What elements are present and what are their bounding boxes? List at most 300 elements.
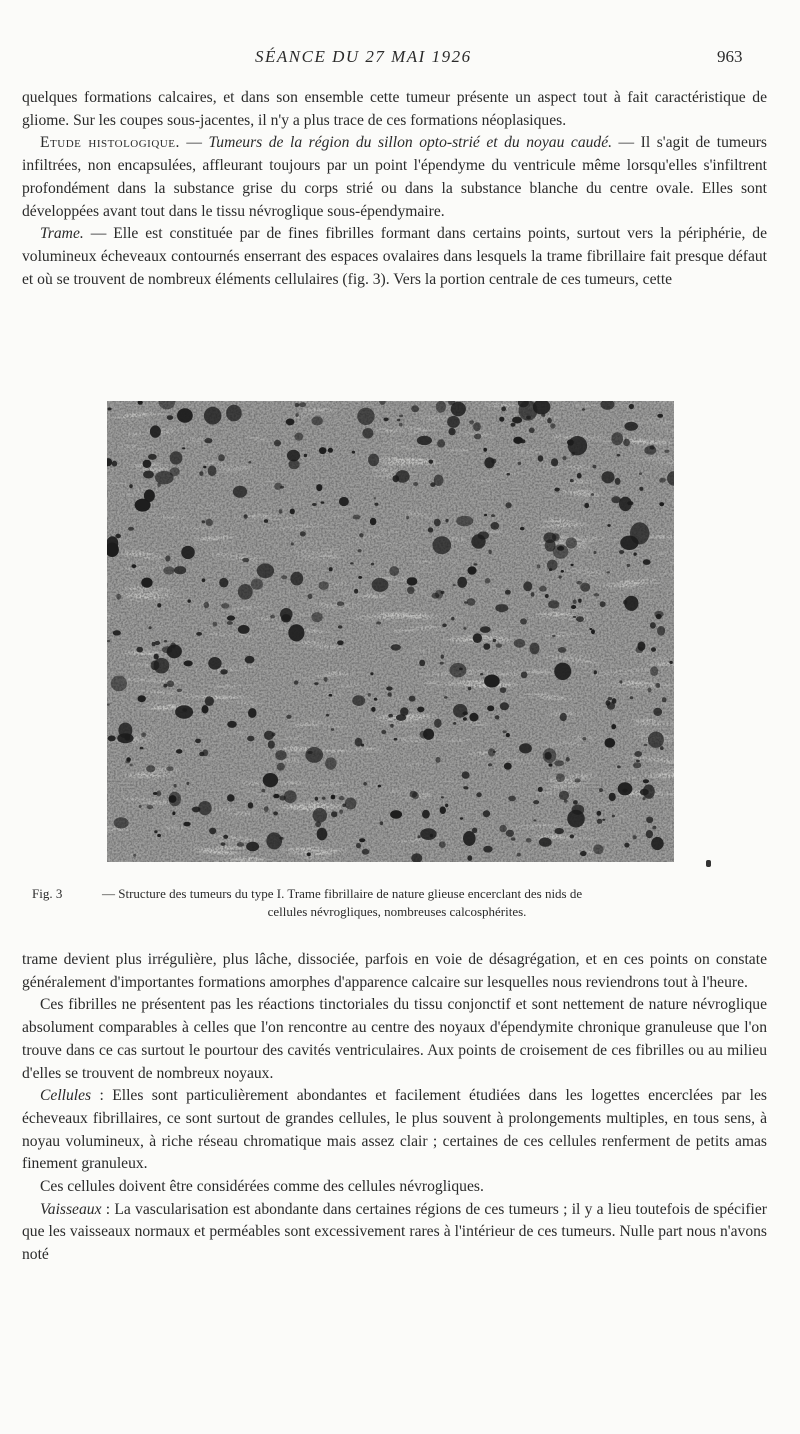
cell-nucleus	[463, 831, 476, 846]
cell-nucleus	[208, 466, 217, 477]
paragraph-4: trame devient plus irrégulière, plus lâche, dissociée, parfois en voie de désagrégation, et en ces points on constate généralement d'importantes formations amorphes d'apparence calcaire sur lesquelles nous reviendrons tout à l'heure.	[22, 951, 767, 991]
cell-nucleus	[227, 794, 235, 802]
cell-nucleus	[570, 834, 574, 838]
cell-nucleus	[559, 791, 569, 800]
cell-nucleus	[517, 853, 521, 857]
cell-nucleus	[511, 423, 516, 427]
cell-nucleus	[326, 714, 329, 717]
cell-nucleus	[520, 618, 527, 624]
cell-nucleus	[488, 763, 492, 766]
cell-nucleus	[371, 563, 374, 566]
caption-line-1: — Structure des tumeurs du type I. Trame fibrillaire de nature glieuse encerclant des nids de	[102, 886, 583, 901]
cell-nucleus	[599, 788, 603, 792]
cell-nucleus	[662, 697, 667, 702]
cell-nucleus	[170, 451, 183, 464]
cell-nucleus	[362, 849, 369, 855]
cell-nucleus	[615, 478, 621, 485]
cell-nucleus	[243, 514, 247, 519]
cell-nucleus	[630, 696, 633, 699]
cell-nucleus	[644, 446, 656, 455]
cell-nucleus	[417, 707, 424, 713]
cell-nucleus	[419, 660, 425, 667]
cell-nucleus	[279, 509, 283, 513]
cell-nucleus	[245, 656, 255, 664]
cell-nucleus	[633, 835, 637, 839]
cell-nucleus	[654, 611, 663, 618]
cell-nucleus	[261, 789, 265, 792]
cell-nucleus	[440, 806, 446, 814]
cell-nucleus	[548, 600, 559, 608]
cell-nucleus	[445, 804, 448, 808]
cell-nucleus	[248, 708, 257, 718]
cell-nucleus	[359, 838, 365, 842]
cell-nucleus	[138, 695, 146, 702]
cell-nucleus	[350, 562, 354, 564]
cell-nucleus	[358, 549, 362, 552]
cell-nucleus	[174, 784, 177, 788]
cell-nucleus	[428, 527, 433, 532]
cell-nucleus	[307, 852, 311, 856]
cell-nucleus	[650, 622, 656, 629]
cell-nucleus	[205, 696, 214, 706]
cell-nucleus	[358, 576, 362, 579]
cell-nucleus	[539, 838, 552, 847]
cell-nucleus	[518, 462, 521, 466]
cell-nucleus	[582, 737, 586, 740]
cell-nucleus	[352, 451, 355, 454]
cell-nucleus	[504, 763, 512, 770]
cell-nucleus	[473, 563, 477, 565]
cell-nucleus	[478, 531, 489, 539]
cell-nucleus	[339, 497, 349, 506]
cell-nucleus	[505, 590, 511, 595]
cell-nucleus	[312, 416, 323, 425]
cell-nucleus	[375, 503, 379, 506]
cell-nucleus	[286, 419, 295, 426]
cell-nucleus	[457, 577, 467, 588]
cell-nucleus	[550, 423, 555, 428]
cell-nucleus	[181, 546, 195, 559]
cell-nucleus	[644, 744, 648, 746]
cell-nucleus	[607, 524, 610, 527]
cell-nucleus	[219, 578, 228, 588]
cell-nucleus	[467, 855, 472, 861]
cell-nucleus	[669, 661, 672, 664]
cell-nucleus	[268, 741, 275, 749]
cell-nucleus	[390, 810, 402, 819]
cell-nucleus	[617, 765, 621, 768]
cell-nucleus	[430, 834, 433, 838]
cell-nucleus	[453, 584, 456, 586]
cell-nucleus	[386, 686, 392, 690]
cell-nucleus	[620, 536, 638, 550]
cell-nucleus	[447, 416, 460, 428]
cell-nucleus	[182, 447, 185, 449]
cell-nucleus	[483, 846, 492, 853]
cell-nucleus	[381, 730, 386, 734]
cell-nucleus	[294, 433, 303, 441]
cell-nucleus	[167, 415, 174, 420]
cell-nucleus	[399, 423, 403, 427]
cell-nucleus	[115, 534, 121, 538]
cell-nucleus	[263, 773, 278, 787]
cell-nucleus	[202, 520, 205, 523]
cell-nucleus	[370, 518, 377, 526]
cell-nucleus	[496, 644, 502, 648]
cell-nucleus	[605, 738, 616, 748]
cell-nucleus	[378, 785, 381, 788]
cell-nucleus	[551, 458, 558, 466]
cell-nucleus	[221, 842, 226, 845]
cell-nucleus	[206, 519, 213, 526]
cell-nucleus	[434, 519, 441, 527]
cell-nucleus	[277, 763, 285, 771]
cell-nucleus	[177, 408, 193, 423]
cell-nucleus	[324, 677, 328, 682]
cell-nucleus	[521, 439, 526, 443]
cell-nucleus	[331, 795, 336, 800]
cell-nucleus	[574, 778, 580, 782]
cell-nucleus	[529, 428, 535, 434]
cell-nucleus	[483, 643, 490, 650]
cell-nucleus	[172, 811, 175, 815]
trame-label: Trame.	[40, 225, 84, 243]
cell-nucleus	[547, 560, 558, 571]
paragraph-1: quelques formations calcaires, et dans son ensemble cette tumeur présente un aspect tout à fait caractéristique de gliome. Sur les coupes sous-jacentes, il n'y a plus trace de ces formations néoplasiques.	[22, 89, 767, 129]
cell-nucleus	[488, 550, 491, 554]
cell-nucleus	[578, 599, 582, 603]
cell-nucleus	[491, 514, 495, 517]
cell-nucleus	[331, 811, 337, 817]
cell-nucleus	[143, 460, 152, 468]
cell-nucleus	[202, 705, 209, 713]
cell-nucleus	[130, 764, 133, 767]
cell-nucleus	[444, 696, 448, 699]
cell-nucleus	[396, 714, 406, 721]
cell-nucleus	[286, 715, 291, 719]
cell-nucleus	[577, 473, 582, 479]
cell-nucleus	[136, 647, 143, 653]
cell-nucleus	[166, 681, 174, 688]
cell-nucleus	[480, 673, 483, 675]
vaisseaux-label: Vaisseaux	[40, 1200, 102, 1218]
cell-nucleus	[597, 819, 602, 824]
cell-nucleus	[570, 479, 574, 482]
micrograph-image	[107, 401, 674, 862]
cell-nucleus	[266, 832, 282, 849]
cell-nucleus	[319, 581, 329, 590]
cell-nucleus	[337, 640, 344, 645]
cell-nucleus	[129, 484, 133, 488]
cell-nucleus	[543, 748, 557, 763]
cell-nucleus	[184, 660, 193, 666]
paragraph-2	[22, 132, 767, 223]
cell-nucleus	[141, 732, 146, 737]
cell-nucleus	[533, 819, 536, 821]
cell-nucleus	[388, 692, 392, 697]
cell-nucleus	[304, 454, 307, 457]
cell-nucleus	[592, 465, 596, 469]
paragraph-8-body: : La vascularisation est abondante dans certaines régions de ces tumeurs ; il y a lieu toutefois de spécifier que les vaisseaux normaux et perméables sont excessivement rares à l'intérieur de ces tumeurs. Nulle part nous n'avons noté	[22, 1200, 767, 1264]
paragraph-3-body: — Elle est constituée par de fines fibrilles formant dans certains points, surtout vers la périphérie, de volumineux écheveaux contournés enserrant des espaces ovalaires dans lesquels la trame fibrillaire fait presque défaut et où se trouvent de nombreux éléments cellulaires (fig. 3). Vers la portion centrale de ces tumeurs, cette	[22, 225, 767, 288]
cell-nucleus	[512, 417, 522, 424]
cell-nucleus	[270, 615, 275, 619]
cell-nucleus	[390, 724, 394, 728]
cell-nucleus	[607, 571, 610, 573]
cell-nucleus	[566, 537, 577, 548]
cell-nucleus	[312, 503, 317, 506]
cell-nucleus	[639, 472, 642, 475]
cell-nucleus	[619, 680, 622, 683]
cell-nucleus	[651, 837, 664, 850]
cell-nucleus	[511, 837, 515, 840]
cell-nucleus	[450, 663, 467, 677]
cell-nucleus	[359, 533, 363, 537]
cell-nucleus	[573, 599, 577, 604]
running-header	[0, 47, 800, 71]
cell-nucleus	[545, 594, 549, 598]
cell-nucleus	[629, 404, 634, 409]
cell-nucleus	[435, 757, 440, 763]
cell-nucleus	[202, 578, 206, 582]
cell-nucleus	[388, 714, 393, 718]
cell-nucleus	[238, 625, 250, 634]
text-block-top	[22, 87, 767, 291]
cell-nucleus	[643, 559, 651, 565]
cell-nucleus	[273, 794, 279, 798]
cell-nucleus	[531, 592, 535, 596]
cell-nucleus	[500, 687, 507, 693]
section-heading: Tumeurs de la région du sillon opto-strié et du noyau caudé.	[208, 134, 613, 152]
cell-nucleus	[594, 670, 597, 674]
cell-nucleus	[154, 658, 170, 674]
cell-nucleus	[114, 817, 129, 828]
cell-nucleus	[407, 587, 415, 594]
cell-nucleus	[502, 730, 506, 733]
paragraph-7: Ces cellules doivent être considérées comme des cellules névrogliques.	[40, 1178, 484, 1196]
cell-nucleus	[274, 440, 281, 446]
paragraph-2-body: — Il s'agit de tumeurs infiltrées, non encapsulées, affleurant toujours par un point l'épendyme du ventricule même lorsqu'elles s'infiltrent profondément dans la substance grise du corps strié ou dans la substance blanche du centre ovale. Elles sont développées avant tout dans le tissu névroglique sous-épendymaire.	[22, 134, 767, 220]
cell-nucleus	[657, 626, 665, 636]
cell-nucleus	[429, 460, 434, 464]
header-title: SÉANCE DU 27 MAI 1926	[255, 47, 472, 66]
paragraph-6	[22, 1085, 767, 1176]
cell-nucleus	[275, 750, 286, 760]
cell-nucleus	[289, 460, 300, 470]
cell-nucleus	[339, 810, 343, 814]
cell-nucleus	[539, 586, 547, 592]
cell-nucleus	[611, 432, 623, 445]
cell-nucleus	[617, 454, 620, 457]
cell-nucleus	[507, 473, 510, 476]
cell-nucleus	[108, 735, 116, 741]
cell-nucleus	[322, 797, 326, 800]
cell-nucleus	[549, 763, 553, 766]
cell-nucleus	[331, 728, 334, 731]
cell-nucleus	[300, 531, 306, 536]
cellules-label: Cellules	[40, 1087, 92, 1105]
cell-nucleus	[591, 493, 594, 496]
cell-nucleus	[526, 416, 531, 420]
cell-nucleus	[133, 854, 136, 857]
cell-nucleus	[352, 695, 365, 706]
cell-nucleus	[445, 519, 448, 523]
cell-nucleus	[506, 830, 514, 837]
cell-nucleus	[480, 626, 491, 633]
cell-nucleus	[199, 471, 203, 476]
cell-nucleus	[112, 461, 117, 467]
cell-nucleus	[391, 644, 401, 650]
cell-nucleus	[204, 407, 222, 425]
cell-nucleus	[182, 708, 187, 712]
cell-nucleus	[237, 842, 244, 847]
cell-nucleus	[376, 622, 381, 625]
cell-nucleus	[317, 828, 328, 841]
cell-nucleus	[338, 625, 343, 628]
figure-label: Fig. 3	[32, 886, 63, 901]
cell-nucleus	[648, 688, 652, 693]
cell-nucleus	[374, 698, 377, 701]
cell-nucleus	[624, 422, 638, 431]
micrograph-figure	[107, 401, 674, 862]
cell-nucleus	[441, 655, 445, 659]
cell-nucleus	[657, 414, 663, 418]
cell-nucleus	[257, 563, 274, 578]
cell-nucleus	[552, 635, 556, 637]
cell-nucleus	[213, 622, 218, 627]
cell-nucleus	[643, 779, 649, 783]
cell-nucleus	[501, 406, 506, 411]
cell-nucleus	[357, 408, 374, 425]
cell-nucleus	[195, 739, 201, 744]
cell-nucleus	[422, 810, 430, 819]
section-label: Etude histologique.	[40, 134, 180, 152]
cell-nucleus	[561, 570, 564, 573]
text-block-bottom	[22, 949, 767, 1267]
cell-nucleus	[547, 418, 552, 424]
cell-nucleus	[337, 601, 344, 606]
cell-nucleus	[508, 796, 516, 802]
cell-nucleus	[440, 662, 444, 665]
cell-nucleus	[163, 566, 174, 574]
cell-nucleus	[463, 717, 467, 721]
cell-nucleus	[220, 669, 227, 674]
cell-nucleus	[274, 483, 282, 490]
cell-nucleus	[183, 822, 190, 827]
cell-nucleus	[594, 593, 600, 596]
cell-nucleus	[469, 713, 478, 722]
cell-nucleus	[399, 415, 403, 418]
cell-nucleus	[174, 566, 186, 574]
cell-nucleus	[162, 646, 173, 653]
cell-nucleus	[175, 705, 193, 719]
cell-nucleus	[485, 578, 491, 584]
cell-nucleus	[305, 747, 323, 763]
cell-nucleus	[290, 572, 303, 586]
cell-nucleus	[619, 497, 632, 512]
cell-nucleus	[652, 826, 656, 830]
cell-nucleus	[573, 800, 578, 805]
cell-nucleus	[607, 702, 615, 710]
cell-nucleus	[519, 743, 532, 753]
cell-nucleus	[600, 601, 606, 607]
cell-nucleus	[354, 589, 358, 594]
cell-nucleus	[469, 420, 474, 424]
figure-caption	[32, 885, 762, 921]
cell-nucleus	[435, 590, 443, 599]
cell-nucleus	[639, 487, 643, 491]
cell-nucleus	[149, 626, 152, 629]
cell-nucleus	[636, 647, 644, 653]
cell-nucleus	[384, 418, 389, 422]
cell-nucleus	[284, 790, 297, 803]
cell-nucleus	[439, 841, 446, 848]
cell-nucleus	[573, 616, 576, 618]
cell-nucleus	[623, 600, 627, 605]
cell-nucleus	[113, 630, 121, 635]
cell-nucleus	[247, 736, 254, 742]
cell-nucleus	[483, 810, 490, 817]
cell-nucleus	[128, 527, 134, 531]
cell-nucleus	[221, 603, 229, 608]
cell-nucleus	[389, 566, 399, 576]
cell-nucleus	[660, 746, 664, 750]
cell-nucleus	[233, 486, 247, 498]
cell-nucleus	[355, 738, 363, 747]
cell-nucleus	[325, 757, 336, 770]
cell-nucleus	[156, 791, 161, 797]
cell-nucleus	[356, 843, 361, 848]
cell-nucleus	[281, 575, 287, 579]
cell-nucleus	[295, 413, 298, 417]
cell-nucleus	[567, 439, 574, 445]
cell-nucleus	[373, 497, 376, 499]
cell-nucleus	[204, 602, 210, 608]
cell-nucleus	[436, 401, 446, 413]
cell-nucleus	[148, 454, 157, 460]
cell-nucleus	[313, 808, 327, 823]
page-number: 963	[717, 47, 743, 66]
cell-nucleus	[294, 680, 298, 684]
cell-nucleus	[533, 800, 539, 804]
cell-nucleus	[473, 422, 481, 431]
cell-nucleus	[314, 682, 318, 685]
cell-nucleus	[468, 566, 477, 575]
cell-nucleus	[659, 502, 664, 506]
cell-nucleus	[238, 584, 253, 600]
cell-nucleus	[176, 749, 182, 754]
cell-nucleus	[624, 843, 629, 848]
cell-nucleus	[328, 448, 333, 453]
cell-nucleus	[441, 796, 444, 798]
cell-nucleus	[506, 733, 510, 737]
cell-nucleus	[251, 579, 263, 590]
print-speck	[706, 860, 711, 867]
cell-nucleus	[491, 522, 500, 530]
cell-nucleus	[456, 516, 473, 527]
cell-nucleus	[288, 624, 304, 641]
cell-nucleus	[125, 760, 130, 763]
cell-nucleus	[319, 447, 326, 454]
cell-nucleus	[308, 594, 313, 599]
cell-nucleus	[433, 536, 452, 554]
cell-nucleus	[434, 475, 444, 486]
cell-nucleus	[418, 835, 421, 838]
cell-nucleus	[150, 425, 161, 437]
cell-nucleus	[499, 825, 506, 833]
cell-nucleus	[555, 828, 564, 834]
cell-nucleus	[188, 599, 191, 602]
